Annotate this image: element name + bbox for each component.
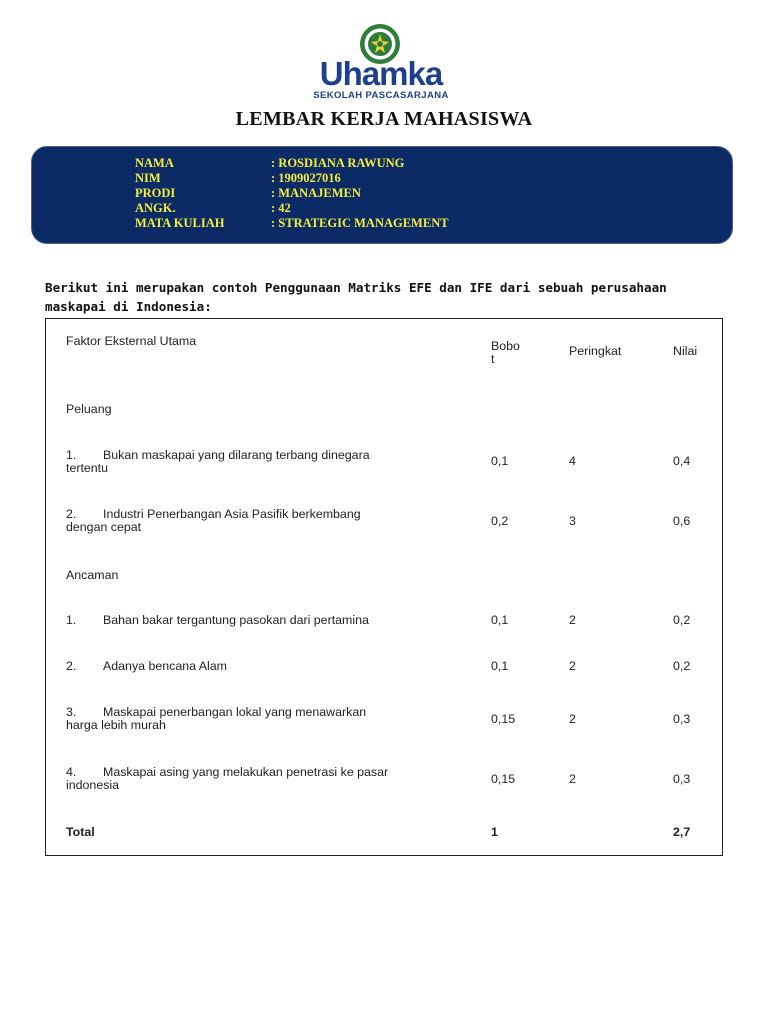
uhamka-logo (305, 20, 455, 102)
factor-description (66, 766, 388, 792)
info-row-prodi (135, 186, 361, 201)
factor-text-continued: harga lebih murah (66, 718, 166, 732)
factor-description (66, 706, 366, 732)
info-value: : ROSDIANA RAWUNG (271, 156, 405, 170)
info-value: : 1909027016 (271, 171, 341, 185)
intro-line: maskapai di Indonesia: (45, 299, 212, 314)
total-weight: 1 (491, 825, 498, 839)
info-label: MATA KULIAH (135, 216, 225, 230)
info-value: : MANAJEMEN (271, 186, 361, 200)
factor-description (66, 660, 227, 673)
info-value: : STRATEGIC MANAGEMENT (271, 216, 449, 230)
rating-value: 2 (569, 712, 576, 726)
item-number: 2. (66, 659, 77, 673)
factor-text-continued: indonesia (66, 778, 120, 792)
factor-text-continued: dengan cepat (66, 520, 142, 534)
header-weight-line: t (491, 352, 495, 366)
factor-text: Adanya bencana Alam (103, 659, 227, 673)
score-value: 0,4 (673, 454, 691, 468)
info-label: NIM (135, 171, 161, 185)
document-title: LEMBAR KERJA MAHASISWA (235, 108, 533, 130)
weight-value: 0,1 (491, 613, 509, 627)
score-value: 0,6 (673, 514, 691, 528)
info-row-angkatan (135, 201, 291, 216)
header-score: Nilai (673, 344, 698, 358)
factor-text: Maskapai penerbangan lokal yang menawarkan (103, 705, 367, 719)
rating-value: 4 (569, 454, 576, 468)
score-value: 0,3 (673, 712, 691, 726)
info-row-name (135, 156, 404, 171)
item-number: 1. (66, 613, 77, 627)
intro-line: Berikut ini merupakan contoh Penggunaan Matriks EFE dan IFE dari sebuah perusahaan (45, 280, 667, 295)
total-score: 2,7 (673, 825, 691, 839)
weight-value: 0,2 (491, 514, 509, 528)
header-weight-line: Bobo (491, 339, 520, 353)
info-value: : 42 (271, 201, 291, 215)
info-row-nim (135, 171, 341, 186)
factor-description (66, 614, 369, 627)
rating-value: 3 (569, 514, 576, 528)
item-number: 4. (66, 765, 77, 779)
factor-text: Bahan bakar tergantung pasokan dari pertamina (103, 613, 369, 627)
header-rating: Peringkat (569, 344, 622, 358)
weight-value: 0,1 (491, 659, 509, 673)
rating-value: 2 (569, 613, 576, 627)
rating-value: 2 (569, 659, 576, 673)
info-label: ANGK. (135, 201, 176, 215)
header-weight (491, 340, 520, 366)
factor-text: Bukan maskapai yang dilarang terbang dinegara (103, 448, 370, 462)
item-number: 2. (66, 507, 77, 521)
factor-text: Industri Penerbangan Asia Pasifik berkembang (103, 507, 361, 521)
info-row-course (135, 216, 449, 231)
item-number: 1. (66, 448, 77, 462)
score-value: 0,2 (673, 613, 691, 627)
factor-description (66, 449, 370, 475)
item-number: 3. (66, 705, 77, 719)
score-value: 0,3 (673, 772, 691, 786)
factor-text: Maskapai asing yang melakukan penetrasi ke pasar (103, 765, 389, 779)
weight-value: 0,15 (491, 712, 516, 726)
weight-value: 0,15 (491, 772, 516, 786)
info-label: PRODI (135, 186, 176, 200)
logo-subtitle: SEKOLAH PASCASARJANA (313, 90, 449, 101)
total-label: Total (66, 825, 95, 839)
factor-text-continued: tertentu (66, 461, 109, 475)
section-label-threats: Ancaman (66, 568, 119, 582)
student-info-card (31, 146, 733, 244)
section-label-opportunities: Peluang (66, 402, 112, 416)
intro-paragraph (45, 278, 725, 316)
info-label: NAMA (135, 156, 174, 170)
weight-value: 0,1 (491, 454, 509, 468)
rating-value: 2 (569, 772, 576, 786)
logo-wordmark: Uhamka (319, 55, 443, 92)
header-factor: Faktor Eksternal Utama (66, 334, 197, 348)
factor-description (66, 508, 361, 534)
efe-matrix-table (45, 318, 723, 856)
score-value: 0,2 (673, 659, 691, 673)
